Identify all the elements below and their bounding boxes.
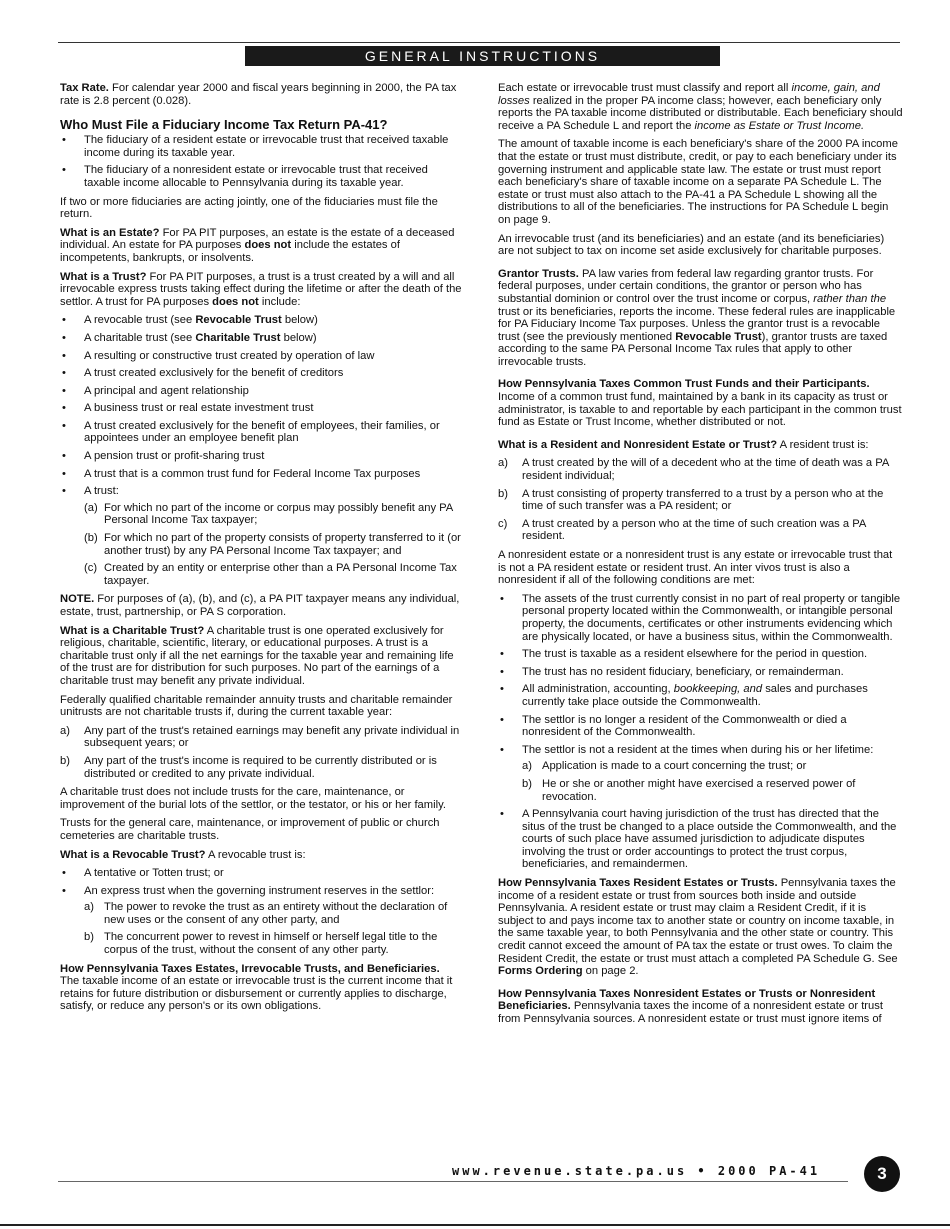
resident-tax-paragraph: How Pennsylvania Taxes Resident Estates or Trusts. Pennsylvania taxes the income of a resident estate or trust from sources both inside and outside Pennsylvania. A resident estate or trust may claim a Resident Credit, if it is subject to and pays income tax to another state or country on income taxable, in the same taxable year, to both Pennsylvania and the other state or country. This credit cannot exceed the amount of PA tax the estate or trust owes. To claim the Resident Credit, the estate or trust must attach a completed PA Schedule G. See Forms Ordering on page 2. [498, 877, 898, 978]
trust-paragraph: What is a Trust? For PA PIT purposes, a trust is a trust created by a will and all irrevocable express trusts taking effect during the lifetime or after the death of the settlor. A trust for PA purposes does not include: [60, 270, 462, 308]
charitable-trust-paragraph: What is a Charitable Trust? A charitable trust is one operated exclusively for religious, charitable, scientific, literary, or educational purposes. A trust is a charitable trust only if all the net earnings for the taxable year and remaining life of the trust are for distribution for such purposes. No part of the earnings of a charitable trust may benefit any private individual. [60, 624, 454, 687]
list-item: c) A trust created by a person who at the time of such creation was a PA resident. [498, 517, 866, 543]
list-item: b) A trust consisting of property transferred to a trust by a person who at the time of such transfer was a PA resident; or [498, 487, 884, 513]
list-item: • The assets of the trust currently consist in no part of real property or tangible personal property located within the Commonwealth, or intangible personal property, the documents, certificates or other instruments evidencing which are physically located, or have a business situs, within the Commonwealth. [498, 593, 903, 643]
list-item: • An express trust when the governing instrument reserves in the settlor: a) The power to revoke the trust as an entirety without the declaration of new uses or the consent of any other party, and b) The concurrent power to revest in himself or herself legal title to the corpus of the trust, without the consent of any other party. [60, 885, 465, 957]
revocable-list [60, 867, 465, 957]
right-column [498, 82, 903, 1032]
list-item: b) He or she or another might have exercised a reserved power of revocation. [522, 777, 856, 803]
list-item: • All administration, accounting, bookkeeping, and sales and purchases currently take place outside the Commonwealth. [498, 683, 903, 708]
burial-lots-paragraph: A charitable trust does not include trusts for the care, maintenance, or improvement of the burial lots of the settlor, or the testator, or his or her family. [60, 786, 446, 811]
left-column [60, 82, 465, 1019]
list-item: • A tentative or Totten trust; or [60, 867, 465, 880]
list-item: • A pension trust or profit-sharing trust [60, 450, 465, 463]
list-item: • A resulting or constructive trust created by operation of law [60, 350, 465, 363]
top-rule [58, 42, 900, 43]
estate-paragraph: What is an Estate? For PA PIT purposes, an estate is the estate of a deceased individual. An estate for PA purposes does not include the estates of incompetents, bankrupts, or insolvents. [60, 226, 455, 264]
trust-exclusions-list [60, 314, 465, 587]
list-item: a) Any part of the trust's retained earnings may benefit any private individual in subsequent years; or [60, 724, 460, 750]
list-item: • The settlor is no longer a resident of the Commonwealth or died a nonresident of the Commonwealth. [498, 714, 903, 739]
list-item: • The trust is taxable as a resident elsewhere for the period in question. [498, 648, 903, 661]
list-item: (c) Created by an entity or enterprise other than a PA Personal Income Tax taxpayer. [84, 562, 457, 587]
nonresident-definition-paragraph: A nonresident estate or a nonresident trust is any estate or irrevocable trust that is not a PA resident estate or resident trust. An inter vivos trust is also a nonresident if all of the following conditions are met: [498, 549, 893, 587]
list-item: • The settlor is not a resident at the times when during his or her lifetime: a) Application is made to a court concerning the trust; or b) He or she or another might have exercised a reserved power of revocation. [498, 744, 903, 803]
list-item: (b) For which no part of the property consists of property transferred to it (or another trust) by any PA Personal Income Tax taxpayer; and [84, 532, 461, 557]
tax-rate-paragraph: Tax Rate. For calendar year 2000 and fiscal years beginning in 2000, the PA tax rate is 2.8 percent (0.028). [60, 82, 457, 107]
list-item: • The fiduciary of a resident estate or irrevocable trust that received taxable income during its taxable year. [60, 134, 465, 159]
page-number-badge: 3 [864, 1156, 900, 1192]
list-item: • A trust created exclusively for the benefit of creditors [60, 367, 465, 380]
footer-url: www.revenue.state.pa.us • 2000 PA-41 [452, 1164, 821, 1178]
list-item: b) Any part of the trust's income is required to be currently distributed or is distributed or credited to any private individual. [60, 754, 437, 780]
revocable-sublist [84, 901, 465, 956]
charitable-conditions-list [60, 725, 465, 780]
classify-income-paragraph: Each estate or irrevocable trust must classify and report all income, gain, and losses realized in the proper PA income class; however, each beneficiary only reports the PA taxable income distributed or distributable. Each beneficiary should receive a PA Schedule L and report the income as Estate or Trust Income. [498, 82, 903, 132]
list-item: • A charitable trust (see Charitable Trust below) [60, 332, 465, 345]
cemeteries-paragraph: Trusts for the general care, maintenance, or improvement of public or church cemeteries are charitable trusts. [60, 817, 440, 842]
nonresident-conditions-list [498, 593, 903, 871]
how-taxes-estates-paragraph: How Pennsylvania Taxes Estates, Irrevocable Trusts, and Beneficiaries. The taxable income of an estate or irrevocable trust is the current income that it retains for future distribution or disbursement or currently applies to discharge, satisfy, or reduce any person's or its own obligations. [60, 962, 453, 1013]
list-item: • A Pennsylvania court having jurisdiction of the trust has directed that the situs of the trust be changed to a place outside the Commonwealth, and the courts of such place have assumed jurisdiction to adjudicate disputes involving the trust or order accountings to protect the trust corpus, beneficiaries, and remaindermen. [498, 808, 903, 871]
trust-sublist [84, 502, 465, 588]
taxable-income-paragraph: The amount of taxable income is each beneficiary's share of the 2000 PA income that the estate or trust must distribute, credit, or pay to each beneficiary under its governing instrument and applicable state law. The estate or trust must report each beneficiary's share of taxable income on a separate PA Schedule L. The estate or trust must also attach to the PA-41 a PA Schedule L showing all the distributions to all of the beneficiaries. The instructions for PA Schedule L begin on page 9. [498, 138, 898, 226]
list-item: a) Application is made to a court concerning the trust; or [522, 760, 807, 773]
note-paragraph: NOTE. For purposes of (a), (b), and (c), a PA PIT taxpayer means any individual, estate, trust, partnership, or PA S corporation. [60, 593, 460, 618]
list-item: • A principal and agent relationship [60, 385, 465, 398]
charitable-setaside-paragraph: An irrevocable trust (and its beneficiaries) and an estate (and its beneficiaries) are not subject to tax on income set aside exclusively for charitable purposes. [498, 232, 885, 258]
section-header: GENERAL INSTRUCTIONS [245, 46, 720, 66]
nonresident-tax-paragraph: How Pennsylvania Taxes Nonresident Estates or Trusts or Nonresident Beneficiaries. Pennsylvania taxes the income of a nonresident estate or trust from Pennsylvania sources. A nonresident estate or trust must ignore items of [498, 987, 883, 1025]
revocable-trust-paragraph: What is a Revocable Trust? A revocable trust is: [60, 848, 306, 861]
bottom-rule [0, 1224, 950, 1226]
settlor-sublist [522, 760, 903, 803]
who-must-file-list [60, 134, 465, 189]
list-item: • The trust has no resident fiduciary, beneficiary, or remainderman. [498, 666, 903, 679]
list-item: • A trust created exclusively for the benefit of employees, their families, or appointees under an employee benefit plan [60, 420, 465, 445]
resident-trust-paragraph: What is a Resident and Nonresident Estate or Trust? A resident trust is: [498, 438, 869, 451]
who-must-file-heading: Who Must File a Fiduciary Income Tax Return PA-41? [60, 117, 388, 133]
charitable-remainder-paragraph: Federally qualified charitable remainder annuity trusts and charitable remainder unitrusts are not charitable trusts if, during the current taxable year: [60, 693, 453, 719]
footer-rule [58, 1181, 848, 1182]
list-item: (a) For which no part of the income or corpus may possibly benefit any PA Personal Income Tax taxpayer; [84, 501, 453, 527]
grantor-trusts-paragraph: Grantor Trusts. PA law varies from federal law regarding grantor trusts. For federal purposes, under certain conditions, the grantor or person who has substantial dominion or control over the trust income or corpus, rather than the trust or its beneficiaries, reports the income. These federal rules are inapplicable for PA Fiduciary Income Tax purposes. Unless the grantor trust is a revocable trust (see the previously mentioned Revocable Trust), grantor trusts are taxed according to the same PA Personal Income Tax rules that apply to other irrevocable trusts. [498, 267, 896, 368]
common-trust-paragraph: How Pennsylvania Taxes Common Trust Funds and their Participants. Income of a common trust fund, maintained by a bank in its capacity as trust or administrator, is taxable to and reportable by each participant in the common trust fund as Estate or Trust Income, whether distributed or not. [498, 378, 902, 429]
list-item: a) A trust created by the will of a decedent who at the time of death was a PA resident individual; [498, 457, 889, 483]
resident-conditions-list [498, 457, 903, 543]
list-item: • A revocable trust (see Revocable Trust below) [60, 314, 465, 327]
list-item: • A trust that is a common trust fund for Federal Income Tax purposes [60, 468, 465, 481]
list-item: • The fiduciary of a nonresident estate or irrevocable trust that received taxable income allocable to Pennsylvania during its taxable year. [60, 164, 465, 189]
list-item: b) The concurrent power to revest in himself or herself legal title to the corpus of the trust, without the consent of any other party. [84, 931, 438, 957]
list-item: • A trust: (a) For which no part of the income or corpus may possibly benefit any PA Personal Income Tax taxpayer; (b) For which no part of the property consists of property transferred to it (or another trust) by any PA Personal Income Tax taxpayer; and (c) Created by an entity or enterprise other than a PA Personal Income Tax taxpayer. [60, 485, 465, 587]
list-item: • A business trust or real estate investment trust [60, 402, 465, 415]
list-item: a) The power to revoke the trust as an entirety without the declaration of new uses or the consent of any other party, and [84, 901, 448, 926]
joint-fiduciaries-note: If two or more fiduciaries are acting jointly, one of the fiduciaries must file the return. [60, 195, 438, 221]
